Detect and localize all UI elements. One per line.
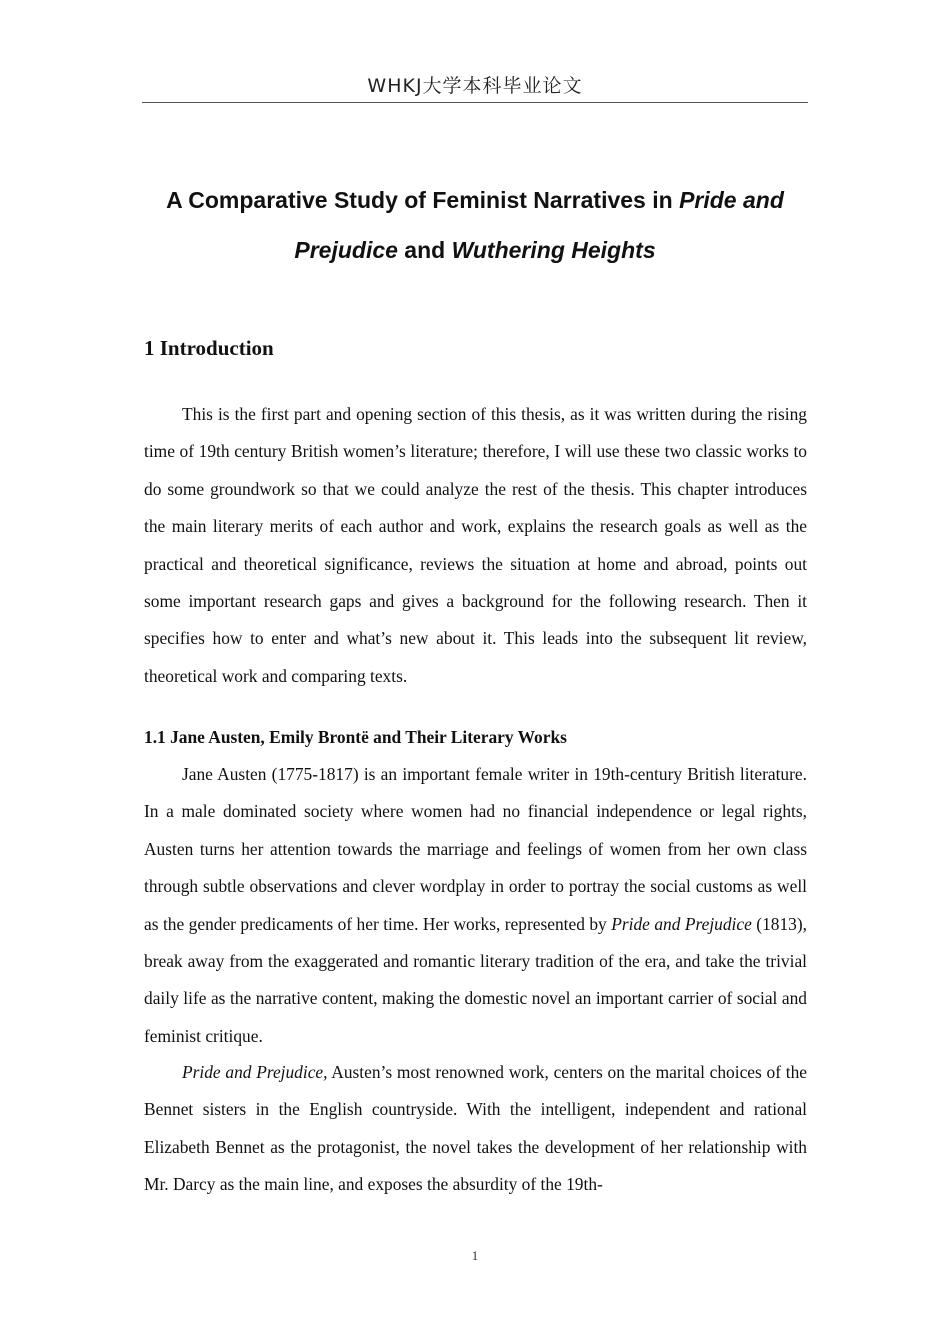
page-header (142, 72, 808, 103)
title-italic-wuthering-heights: Wuthering Heights (451, 237, 656, 263)
title-italic-pride-and-prejudice: Pride and Prejudice (294, 187, 784, 263)
document-title (142, 175, 808, 275)
austen-paragraph-text-2: (1813), break away from the exaggerated and romantic literary tradition of the era, and take the trivial daily life as the narrative content, making the domestic novel an important carrier of social and feminist critique. (144, 913, 807, 1046)
austen-paragraph (144, 756, 807, 1055)
page-number: 1 (471, 1248, 479, 1263)
subsection-heading-authors: 1.1 Jane Austen, Emily Brontë and Their Literary Works (144, 727, 567, 747)
pride-paragraph-italic-title: Pride and Prejudice, (182, 1062, 328, 1082)
pride-paragraph-text: Austen’s most renowned work, centers on the marital choices of the Bennet sisters in the English countryside. With the intelligent, independent and rational Elizabeth Bennet as the protagonist, the novel takes the development of her relationship with Mr. Darcy as the main line, and exposes the absurdity of the 19th- (144, 1062, 807, 1195)
austen-paragraph-italic-title: Pride and Prejudice (611, 913, 752, 934)
header-text: WHKJ大学本科毕业论文 (367, 75, 583, 97)
title-part-1: A Comparative Study of Feminist Narratives in (166, 187, 680, 213)
austen-paragraph-text-1: Jane Austen (1775-1817) is an important female writer in 19th-century British literature. In a male dominated society where women had no financial independence or legal rights, Austen turns her attention towards the marriage and feelings of women from her own class through subtle observations and clever wordplay in order to portray the social customs as well as the gender predicaments of her time. Her works, represented by (144, 764, 807, 934)
introduction-paragraph: This is the first part and opening section of this thesis, as it was written during the rising time of 19th century British women’s literature; therefore, I will use these two classic works to do some groundwork so that we could analyze the rest of the thesis. This chapter introduces the main literary merits of each author and work, explains the research goals as well as the practical and theoretical significance, reviews the situation at home and abroad, points out some important research gaps and gives a background for the following research. Then it specifies how to enter and what’s new about it. This leads into the subsequent lit review, theoretical work and comparing texts. (144, 404, 807, 686)
section-heading-introduction: 1 Introduction (144, 336, 274, 360)
pride-and-prejudice-paragraph (144, 1054, 807, 1204)
title-part-2: and (397, 237, 452, 263)
